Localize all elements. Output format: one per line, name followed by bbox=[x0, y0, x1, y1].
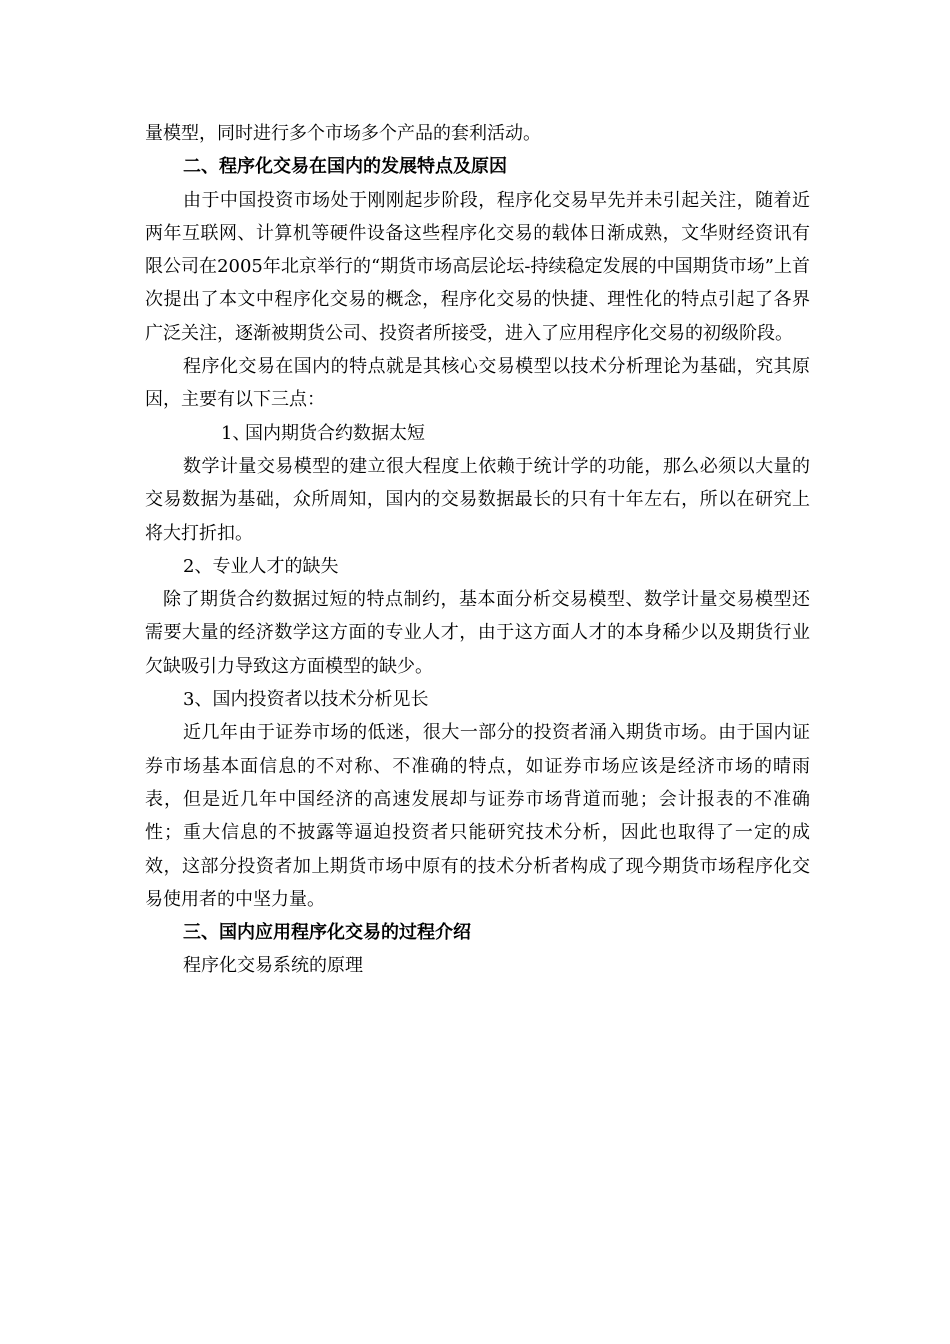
paragraph-characteristics: 程序化交易在国内的特点就是其核心交易模型以技术分析理论为基础，究其原因，主要有以下三点： bbox=[145, 356, 810, 411]
section-heading-3: 三、国内应用程序化交易的过程介绍 bbox=[183, 922, 471, 944]
list-item-1-number: 1、 bbox=[221, 422, 251, 444]
paragraph-technical-analysis: 近几年由于证券市场的低迷，很大一部分的投资者涌入期货市场。由于国内证券市场基本面信息的不对称、不准确的特点，如证券市场应该是经济市场的晴雨表，但是近几年中国经济的高速发展却与证券市场背道而驰；会计报表的不准确性；重大信息的不披露等逼迫投资者只能研究技术分析，因此也取得了一定的成效，这部分投资者加上期货市场中原有的技术分析者构成了现今期货市场程序化交易使用者的中坚力量。 bbox=[145, 722, 810, 910]
paragraph-continuation: 量模型，同时进行多个市场多个产品的套利活动。 bbox=[145, 123, 541, 144]
paragraph-talent-shortage: 除了期货合约数据过短的特点制约，基本面分析交易模型、数学计量交易模型还需要大量的经济数学这方面的专业人才，由于这方面人才的本身稀少以及期货行业欠缺吸引力导致这方面模型的缺少。 bbox=[145, 589, 810, 677]
section-heading-2: 二、程序化交易在国内的发展特点及原因 bbox=[183, 156, 507, 178]
list-item-3: 3、国内投资者以技术分析见长 bbox=[183, 689, 429, 711]
list-item-2: 2、专业人才的缺失 bbox=[183, 555, 339, 577]
paragraph-data-short: 数学计量交易模型的建立很大程度上依赖于统计学的功能，那么必须以大量的交易数据为基础，众所周知，国内的交易数据最长的只有十年左右，所以在研究上将大打折扣。 bbox=[145, 455, 810, 544]
list-item-1 bbox=[145, 417, 810, 450]
document-body bbox=[145, 117, 810, 983]
list-item-1-text: 国内期货合约数据太短 bbox=[245, 422, 425, 444]
paragraph-system-principle: 程序化交易系统的原理 bbox=[183, 955, 363, 977]
paragraph-development-background: 由于中国投资市场处于刚刚起步阶段，程序化交易早先并未引起关注，随着近两年互联网、计算机等硬件设备这些程序化交易的载体日渐成熟，文华财经资讯有限公司在2005年北京举行的“期货市场高层论坛-持续稳定发展的中国期货市场”上首次提出了本文中程序化交易的概念，程序化交易的快捷、理性化的特点引起了各界广泛关注，逐渐被期货公司、投资者所接受，进入了应用程序化交易的初级阶段。 bbox=[145, 189, 810, 344]
